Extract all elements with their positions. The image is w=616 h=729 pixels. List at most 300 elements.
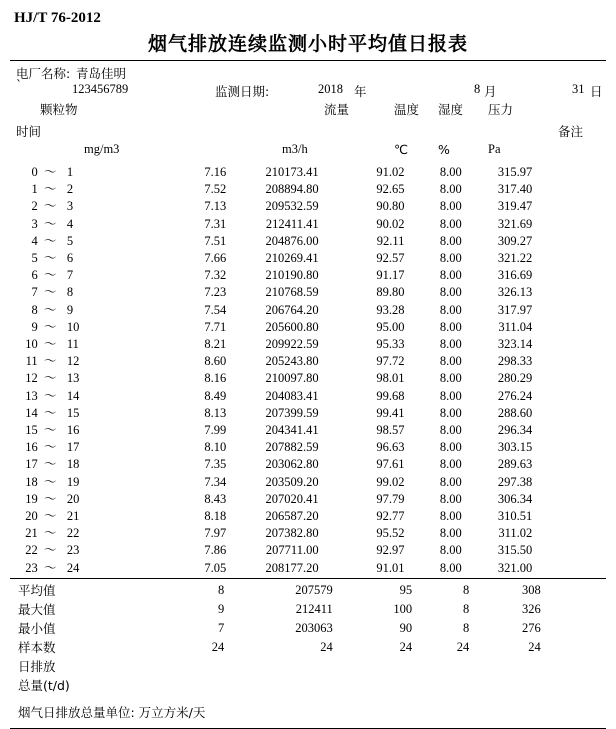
summary-remark-value <box>549 657 606 676</box>
row-pressure-value: 323.14 <box>497 337 533 352</box>
row-hour-separator: ～ <box>44 423 57 438</box>
table-row <box>10 181 606 198</box>
summary-label: 平均值 <box>18 582 56 598</box>
row-humidity-value: 8.00 <box>439 474 462 489</box>
row-hour-end: 16 <box>66 423 80 438</box>
row-flow-value: 205243.80 <box>265 354 319 369</box>
row-temp-value: 89.80 <box>376 285 405 300</box>
table-row <box>10 422 606 439</box>
row-flow-value: 212411.41 <box>265 216 319 231</box>
row-hour-separator: ～ <box>44 405 57 420</box>
row-hour-end: 14 <box>66 388 80 403</box>
table-row <box>10 233 606 250</box>
row-pressure-value: 316.69 <box>497 268 533 283</box>
summary-pressure-value: 24 <box>528 639 541 654</box>
flow-unit-header: m3/h <box>282 142 308 156</box>
column-headers <box>10 100 606 162</box>
summary-pm-value: 8 <box>218 582 225 597</box>
date-label: 监测日期: <box>215 84 270 99</box>
row-pressure-value: 288.60 <box>497 405 533 420</box>
row-spacer <box>103 456 175 473</box>
year-unit: 年 <box>354 84 367 99</box>
row-flow-value: 204083.41 <box>265 388 319 403</box>
row-remark-value <box>542 422 606 439</box>
row-pm-value: 7.31 <box>204 216 227 231</box>
summary-label: 最小值 <box>18 620 56 636</box>
row-flow-value: 208177.20 <box>265 560 319 575</box>
row-remark-value <box>542 284 606 301</box>
row-pm-value: 8.13 <box>204 405 227 420</box>
row-temp-value: 95.00 <box>376 319 405 334</box>
row-hour-end: 4 <box>66 216 74 231</box>
table-row <box>10 250 606 267</box>
humidity-name-header: 湿度 <box>438 102 464 117</box>
row-spacer <box>103 405 175 422</box>
row-humidity-value: 8.00 <box>439 440 462 455</box>
summary-divider <box>10 578 606 579</box>
row-hour-separator: ～ <box>44 182 57 197</box>
row-temp-value: 97.72 <box>376 354 405 369</box>
month-unit: 月 <box>484 84 497 99</box>
row-flow-value: 207882.59 <box>265 440 319 455</box>
row-temp-value: 98.01 <box>376 371 405 386</box>
row-hour-end: 18 <box>66 457 80 472</box>
title-divider <box>10 60 606 61</box>
row-pressure-value: 289.63 <box>497 457 533 472</box>
row-pm-value: 8.16 <box>204 371 227 386</box>
table-row <box>10 302 606 319</box>
time-header: 时间 <box>16 124 42 139</box>
row-pm-value: 7.54 <box>204 302 227 317</box>
row-remark-value <box>542 164 606 181</box>
row-humidity-value: 8.00 <box>439 491 462 506</box>
row-hour-separator: ～ <box>44 371 57 386</box>
table-row <box>10 525 606 542</box>
row-pressure-value: 317.97 <box>497 302 533 317</box>
row-remark-value <box>542 336 606 353</box>
row-humidity-value: 8.00 <box>439 216 462 231</box>
row-spacer <box>103 250 175 267</box>
table-row <box>10 388 606 405</box>
table-row <box>10 319 606 336</box>
row-remark-value <box>542 560 606 577</box>
row-temp-value: 92.97 <box>376 543 405 558</box>
row-remark-value <box>542 233 606 250</box>
summary-row <box>10 581 606 600</box>
row-spacer <box>103 233 175 250</box>
row-flow-value: 204876.00 <box>265 233 319 248</box>
row-spacer <box>103 525 175 542</box>
row-flow-value: 209922.59 <box>265 337 319 352</box>
row-remark-value <box>542 198 606 215</box>
row-flow-value: 210097.80 <box>265 371 319 386</box>
row-hour-start: 14 <box>25 405 38 420</box>
row-hour-separator: ～ <box>44 457 57 472</box>
row-humidity-value: 8.00 <box>439 319 462 334</box>
row-spacer <box>103 284 175 301</box>
row-temp-value: 91.17 <box>376 268 405 283</box>
table-row <box>10 216 606 233</box>
row-hour-separator: ～ <box>44 251 57 266</box>
row-flow-value: 210269.41 <box>265 251 319 266</box>
row-flow-value: 210173.41 <box>265 165 319 179</box>
row-hour-start: 19 <box>25 491 38 506</box>
row-flow-value: 210190.80 <box>265 268 319 283</box>
row-hour-start: 8 <box>31 302 38 317</box>
row-hour-start: 15 <box>25 423 38 438</box>
row-pm-value: 8.49 <box>204 388 227 403</box>
footer-note: 烟气日排放总量单位: 万立方米/天 <box>18 704 206 720</box>
row-temp-value: 97.61 <box>376 457 405 472</box>
day-value: 31 <box>572 82 585 96</box>
row-remark-value <box>542 181 606 198</box>
summary-row <box>10 600 606 619</box>
row-temp-value: 99.02 <box>376 474 405 489</box>
row-hour-end: 8 <box>66 285 74 300</box>
row-humidity-value: 8.00 <box>439 233 462 248</box>
row-hour-separator: ～ <box>44 560 57 575</box>
row-hour-start: 2 <box>31 199 38 214</box>
row-pm-value: 7.52 <box>204 182 227 197</box>
row-hour-start: 21 <box>25 526 38 541</box>
row-hour-start: 4 <box>31 233 38 248</box>
row-flow-value: 210768.59 <box>265 285 319 300</box>
row-hour-end: 22 <box>66 526 80 541</box>
row-spacer <box>103 370 175 387</box>
row-remark-value <box>542 319 606 336</box>
summary-remark-value <box>549 600 606 619</box>
summary-flow-value: 207579 <box>295 582 333 597</box>
row-hour-separator: ～ <box>44 354 57 369</box>
row-temp-value: 97.79 <box>376 491 405 506</box>
row-pm-value: 8.21 <box>204 337 227 352</box>
row-temp-value: 92.57 <box>376 251 405 266</box>
row-spacer <box>103 388 175 405</box>
summary-pressure-value: 326 <box>522 601 541 616</box>
row-hour-start: 9 <box>31 319 38 334</box>
row-hour-end: 19 <box>66 474 80 489</box>
row-temp-value: 95.52 <box>376 526 405 541</box>
summary-temp-value <box>347 657 412 676</box>
temp-name-header: 温度 <box>394 102 420 117</box>
plant-name-value: 青岛佳明 <box>76 66 127 81</box>
row-remark-value <box>542 370 606 387</box>
row-spacer <box>103 422 175 439</box>
row-humidity-value: 8.00 <box>439 165 462 179</box>
summary-row <box>10 657 606 676</box>
row-pressure-value: 317.40 <box>497 182 533 197</box>
row-humidity-value: 8.00 <box>439 199 462 214</box>
summary-humidity-value <box>412 676 469 695</box>
summary-pressure-value: 276 <box>522 620 541 635</box>
row-spacer <box>103 267 175 284</box>
row-pressure-value: 310.51 <box>497 509 533 524</box>
row-temp-value: 92.77 <box>376 509 405 524</box>
table-row <box>10 560 606 577</box>
row-remark-value <box>542 388 606 405</box>
row-remark-value <box>542 508 606 525</box>
row-hour-start: 1 <box>31 182 38 197</box>
row-temp-value: 93.28 <box>376 302 405 317</box>
row-pressure-value: 315.50 <box>497 543 533 558</box>
row-hour-start: 6 <box>31 268 38 283</box>
row-hour-end: 11 <box>66 337 79 352</box>
summary-humidity-value <box>412 657 469 676</box>
row-humidity-value: 8.00 <box>439 182 462 197</box>
row-remark-value <box>542 456 606 473</box>
row-hour-end: 17 <box>66 440 80 455</box>
row-humidity-value: 8.00 <box>439 423 462 438</box>
summary-remark-value <box>549 619 606 638</box>
table-row <box>10 267 606 284</box>
row-humidity-value: 8.00 <box>439 337 462 352</box>
plant-name-label: 电厂名称: <box>16 66 71 81</box>
table-row <box>10 353 606 370</box>
row-temp-value: 99.68 <box>376 388 405 403</box>
row-pm-value: 7.35 <box>204 457 227 472</box>
row-hour-end: 15 <box>66 405 80 420</box>
row-humidity-value: 8.00 <box>439 302 462 317</box>
row-pressure-value: 298.33 <box>497 354 533 369</box>
row-hour-separator: ～ <box>44 233 57 248</box>
row-temp-value: 99.41 <box>376 405 405 420</box>
row-hour-start: 17 <box>25 457 38 472</box>
row-humidity-value: 8.00 <box>439 354 462 369</box>
row-flow-value: 208894.80 <box>265 182 319 197</box>
summary-pm-value: 24 <box>211 639 225 654</box>
pm-name-header: 颗粒物 <box>40 102 78 117</box>
page-title: 烟气排放连续监测小时平均值日报表 <box>147 33 468 55</box>
row-pressure-value: 321.22 <box>497 251 533 266</box>
row-hour-separator: ～ <box>44 491 57 506</box>
table-row <box>10 491 606 508</box>
summary-label: 最大值 <box>18 601 56 617</box>
row-hour-separator: ～ <box>44 165 57 179</box>
row-remark-value <box>542 302 606 319</box>
hourly-data-body <box>10 164 606 577</box>
row-humidity-value: 8.00 <box>439 371 462 386</box>
row-hour-end: 5 <box>66 233 74 248</box>
summary-remark-value <box>549 676 606 695</box>
row-spacer <box>103 336 175 353</box>
row-hour-separator: ～ <box>44 199 57 214</box>
row-hour-separator: ～ <box>44 509 57 524</box>
row-humidity-value: 8.00 <box>439 457 462 472</box>
summary-label: 样本数 <box>18 639 56 655</box>
row-spacer <box>103 439 175 456</box>
row-spacer <box>103 216 175 233</box>
row-pm-value: 7.05 <box>204 560 227 575</box>
row-remark-value <box>542 439 606 456</box>
pm-unit-header: mg/m3 <box>84 142 120 156</box>
row-spacer <box>103 181 175 198</box>
row-hour-separator: ～ <box>44 302 57 317</box>
row-hour-separator: ～ <box>44 285 57 300</box>
row-pressure-value: 276.24 <box>497 388 533 403</box>
row-humidity-value: 8.00 <box>439 268 462 283</box>
row-pm-value: 7.32 <box>204 268 227 283</box>
plant-row <box>10 64 606 82</box>
row-spacer <box>103 491 175 508</box>
month-value: 8 <box>474 82 481 96</box>
flow-name-header: 流量 <box>324 102 350 117</box>
row-spacer <box>103 164 175 181</box>
row-pm-value: 7.13 <box>204 199 227 214</box>
standard-code: HJ/T 76-2012 <box>14 10 101 26</box>
pressure-unit-header: Pa <box>488 142 501 156</box>
row-flow-value: 207711.00 <box>265 543 319 558</box>
row-hour-start: 3 <box>31 216 38 231</box>
row-hour-separator: ～ <box>44 337 57 352</box>
row-spacer <box>103 474 175 491</box>
row-temp-value: 91.01 <box>376 560 405 575</box>
table-row <box>10 405 606 422</box>
row-pm-value: 7.99 <box>204 423 227 438</box>
row-humidity-value: 8.00 <box>439 543 462 558</box>
row-pm-value: 7.71 <box>204 319 227 334</box>
row-hour-end: 12 <box>66 354 80 369</box>
row-remark-value <box>542 353 606 370</box>
row-temp-value: 96.63 <box>376 440 405 455</box>
remark-header: 备注 <box>558 124 584 139</box>
date-row <box>10 78 606 100</box>
summary-remark-value <box>549 638 606 657</box>
row-hour-end: 2 <box>66 182 74 197</box>
row-hour-end: 9 <box>66 302 74 317</box>
row-flow-value: 205600.80 <box>265 319 319 334</box>
row-humidity-value: 8.00 <box>439 285 462 300</box>
row-hour-end: 13 <box>66 371 80 386</box>
row-temp-value: 90.80 <box>376 199 405 214</box>
temp-unit-header: ℃ <box>394 142 409 157</box>
row-pressure-value: 309.27 <box>497 233 533 248</box>
row-flow-value: 207399.59 <box>265 405 319 420</box>
row-pm-value: 7.66 <box>204 251 227 266</box>
row-temp-value: 90.02 <box>376 216 405 231</box>
row-humidity-value: 8.00 <box>439 560 462 575</box>
row-pm-value: 8.43 <box>204 491 227 506</box>
row-pressure-value: 296.34 <box>497 423 533 438</box>
table-row <box>10 542 606 559</box>
row-remark-value <box>542 491 606 508</box>
row-hour-end: 20 <box>66 491 80 506</box>
row-hour-start: 13 <box>25 388 38 403</box>
row-pressure-value: 315.97 <box>497 165 533 179</box>
summary-temp-value: 90 <box>399 620 413 635</box>
row-remark-value <box>542 267 606 284</box>
row-pm-value: 8.60 <box>204 354 227 369</box>
row-hour-end: 23 <box>66 543 80 558</box>
row-humidity-value: 8.00 <box>439 509 462 524</box>
row-hour-end: 1 <box>66 165 74 179</box>
table-row <box>10 284 606 301</box>
humidity-unit-header: % <box>438 142 450 157</box>
summary-pm-value <box>102 676 224 695</box>
summary-temp-value: 24 <box>399 639 413 654</box>
row-flow-value: 203509.20 <box>265 474 319 489</box>
row-pressure-value: 303.15 <box>497 440 533 455</box>
row-pressure-value: 321.69 <box>497 216 533 231</box>
plant-code-value: 123456789 <box>72 82 129 96</box>
summary-humidity-value: 8 <box>462 582 470 597</box>
row-pm-value: 8.10 <box>204 440 227 455</box>
day-unit: 日 <box>590 84 603 99</box>
row-flow-value: 204341.41 <box>265 423 319 438</box>
row-pm-value: 7.16 <box>204 165 227 179</box>
summary-table <box>10 581 606 695</box>
row-pressure-value: 319.47 <box>497 199 533 214</box>
row-remark-value <box>542 250 606 267</box>
summary-label: 总量(t/d) <box>18 677 70 693</box>
row-remark-value <box>542 525 606 542</box>
row-spacer <box>103 508 175 525</box>
row-hour-end: 3 <box>66 199 74 214</box>
row-pm-value: 7.86 <box>204 543 227 558</box>
summary-body <box>10 581 606 695</box>
row-spacer <box>103 319 175 336</box>
table-row <box>10 198 606 215</box>
row-temp-value: 92.11 <box>376 233 405 248</box>
row-spacer <box>103 560 175 577</box>
row-pressure-value: 326.13 <box>497 285 533 300</box>
row-flow-value: 207020.41 <box>265 491 319 506</box>
row-humidity-value: 8.00 <box>439 526 462 541</box>
summary-label: 日排放 <box>18 658 56 674</box>
summary-humidity-value: 24 <box>456 639 470 654</box>
row-pm-value: 7.97 <box>204 526 227 541</box>
row-remark-value <box>542 474 606 491</box>
summary-flow-value <box>224 657 346 676</box>
row-hour-start: 22 <box>25 543 38 558</box>
table-row <box>10 474 606 491</box>
row-pressure-value: 297.38 <box>497 474 533 489</box>
row-pm-value: 7.34 <box>204 474 227 489</box>
row-flow-value: 206764.20 <box>265 302 319 317</box>
row-hour-start: 18 <box>25 474 38 489</box>
table-row <box>10 336 606 353</box>
summary-remark-value <box>549 581 606 600</box>
row-humidity-value: 8.00 <box>439 251 462 266</box>
row-pm-value: 8.18 <box>204 509 227 524</box>
row-remark-value <box>542 542 606 559</box>
row-temp-value: 92.65 <box>376 182 405 197</box>
row-hour-separator: ～ <box>44 216 57 231</box>
row-pm-value: 7.23 <box>204 285 227 300</box>
summary-pressure-value <box>469 676 549 695</box>
row-spacer <box>103 198 175 215</box>
summary-pm-value: 9 <box>218 601 225 616</box>
row-hour-separator: ～ <box>44 268 57 283</box>
row-hour-separator: ～ <box>44 440 57 455</box>
row-pressure-value: 311.02 <box>498 526 533 541</box>
year-value: 2018 <box>318 82 343 96</box>
row-remark-value <box>542 216 606 233</box>
row-pressure-value: 321.00 <box>497 560 533 575</box>
summary-humidity-value: 8 <box>462 601 470 616</box>
row-hour-start: 0 <box>31 165 38 179</box>
row-pressure-value: 311.04 <box>498 319 533 334</box>
summary-pressure-value: 308 <box>522 582 541 597</box>
table-row <box>10 370 606 387</box>
row-hour-end: 24 <box>66 560 80 575</box>
row-hour-start: 11 <box>25 354 38 369</box>
row-hour-end: 21 <box>66 509 80 524</box>
row-flow-value: 209532.59 <box>265 199 319 214</box>
row-remark-value <box>542 405 606 422</box>
table-row <box>10 456 606 473</box>
row-flow-value: 203062.80 <box>265 457 319 472</box>
table-row <box>10 439 606 456</box>
